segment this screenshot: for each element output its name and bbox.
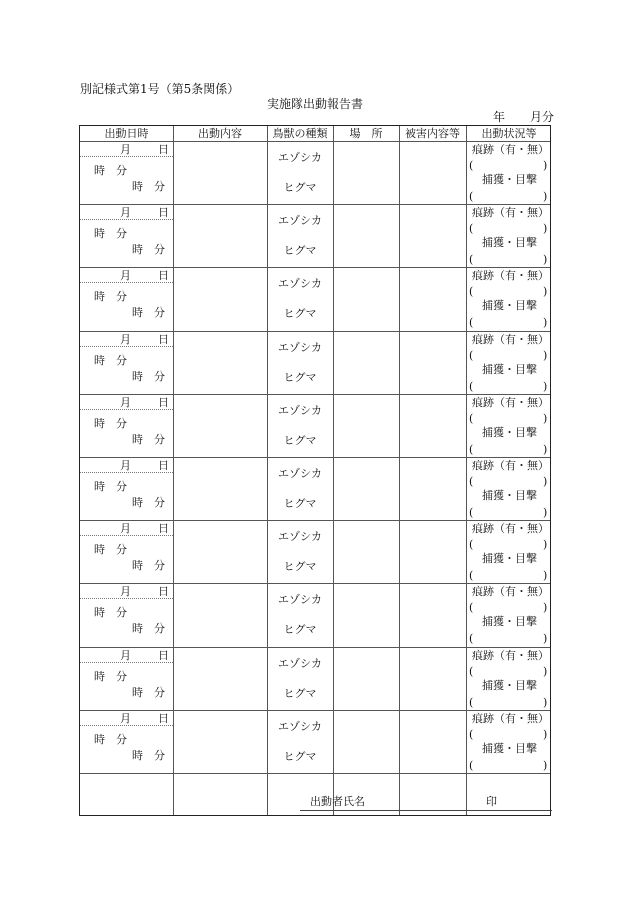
row-month: 月 (120, 585, 131, 599)
row-trace-status: 痕跡（有・無） (472, 395, 549, 409)
header-status: 出動状況等 (481, 127, 537, 140)
row-bracket-close: ) (543, 253, 548, 267)
row-capture-sighting: 捕獲・目撃 (482, 236, 537, 250)
row-end-time: 時 分 (132, 685, 165, 699)
date-time-divider (80, 282, 173, 283)
header-location: 場 所 (349, 127, 383, 140)
row-bracket-open: ( (469, 190, 474, 203)
table-row (80, 648, 550, 711)
row-species-ezoshika: エゾシカ (278, 593, 322, 607)
row-end-time: 時 分 (132, 622, 165, 636)
row-species-ezoshika: エゾシカ (278, 719, 322, 733)
row-bracket-close: ) (543, 285, 548, 299)
form-number-label: 別記様式第1号（第5条関係） (80, 82, 240, 96)
date-time-divider (80, 409, 173, 410)
row-trace-status: 痕跡（有・無） (472, 522, 549, 536)
row-start-time: 時 分 (94, 290, 127, 304)
date-month-label: 月分 (530, 110, 555, 124)
report-table (79, 125, 551, 816)
row-month: 月 (120, 395, 131, 409)
date-time-divider (80, 598, 173, 599)
row-species-higuma: ヒグマ (283, 497, 317, 510)
row-bracket-open: ( (469, 442, 474, 456)
row-bracket-close: ) (543, 379, 548, 393)
table-row (80, 205, 550, 268)
row-month: 月 (120, 648, 131, 662)
row-capture-sighting: 捕獲・目撃 (482, 552, 537, 566)
row-month: 月 (120, 206, 131, 220)
row-bracket-close: ) (543, 190, 548, 203)
row-trace-status: 痕跡（有・無） (472, 459, 549, 472)
row-month: 月 (120, 269, 131, 283)
row-species-ezoshika: エゾシカ (278, 403, 322, 417)
row-bracket-close: ) (543, 222, 548, 236)
row-bracket-close: ) (543, 758, 548, 772)
row-species-ezoshika: エゾシカ (278, 277, 322, 291)
row-divider (80, 773, 550, 774)
row-month: 月 (120, 522, 131, 536)
row-end-time: 時 分 (132, 180, 165, 193)
row-bracket-close: ) (543, 316, 548, 330)
header-datetime: 出動日時 (104, 127, 149, 140)
row-species-higuma: ヒグマ (283, 433, 317, 447)
row-start-time: 時 分 (94, 669, 127, 683)
row-species-ezoshika: エゾシカ (278, 340, 322, 354)
row-bracket-close: ) (543, 506, 548, 519)
row-bracket-close: ) (543, 664, 548, 678)
row-species-ezoshika: エゾシカ (278, 530, 322, 544)
table-row (80, 332, 550, 395)
row-species-higuma: ヒグマ (283, 686, 317, 700)
table-row (80, 268, 550, 331)
row-trace-status: 痕跡（有・無） (472, 143, 549, 156)
date-time-divider (80, 156, 173, 157)
row-species-higuma: ヒグマ (283, 560, 317, 574)
row-capture-sighting: 捕獲・目撃 (482, 678, 537, 692)
row-month: 月 (120, 332, 131, 346)
header-content: 出動内容 (198, 127, 242, 140)
row-capture-sighting: 捕獲・目撃 (482, 489, 537, 502)
signature-label: 出動者氏名 (310, 795, 365, 808)
row-day: 日 (158, 206, 169, 220)
row-day: 日 (158, 395, 169, 409)
row-species-higuma: ヒグマ (283, 623, 317, 637)
header-species: 鳥獣の種類 (272, 127, 328, 140)
row-species-higuma: ヒグマ (283, 244, 317, 258)
row-species-higuma: ヒグマ (283, 370, 317, 384)
row-day: 日 (158, 522, 169, 536)
row-bracket-open: ( (469, 569, 474, 583)
row-bracket-close: ) (543, 727, 548, 741)
row-trace-status: 痕跡（有・無） (472, 648, 549, 662)
row-start-time: 時 分 (94, 227, 127, 241)
row-trace-status: 痕跡（有・無） (472, 585, 549, 599)
date-year-label: 年 (493, 110, 506, 124)
row-capture-sighting: 捕獲・目撃 (482, 615, 537, 629)
row-bracket-close: ) (543, 632, 548, 646)
table-row (80, 458, 550, 521)
header-damage: 被害内容等 (405, 127, 460, 140)
table-row (80, 142, 550, 205)
date-time-divider (80, 472, 173, 473)
row-species-ezoshika: エゾシカ (278, 467, 322, 480)
date-time-divider (80, 535, 173, 536)
row-bracket-open: ( (469, 664, 474, 678)
row-species-higuma: ヒグマ (283, 307, 317, 321)
row-day: 日 (158, 332, 169, 346)
table-row (80, 711, 550, 774)
row-capture-sighting: 捕獲・目撃 (482, 299, 537, 313)
row-bracket-open: ( (469, 538, 474, 552)
row-day: 日 (158, 459, 169, 472)
signature-line (300, 810, 552, 811)
row-month: 月 (120, 711, 131, 725)
row-end-time: 時 分 (132, 306, 165, 320)
row-capture-sighting: 捕獲・目撃 (482, 425, 537, 439)
row-bracket-open: ( (469, 601, 474, 615)
row-day: 日 (158, 711, 169, 725)
row-bracket-open: ( (469, 348, 474, 362)
row-bracket-close: ) (543, 348, 548, 362)
date-time-divider (80, 219, 173, 220)
row-bracket-open: ( (469, 475, 474, 488)
row-month: 月 (120, 459, 131, 472)
row-bracket-open: ( (469, 632, 474, 646)
row-species-ezoshika: エゾシカ (278, 151, 322, 164)
row-bracket-open: ( (469, 758, 474, 772)
row-bracket-open: ( (469, 316, 474, 330)
row-bracket-open: ( (469, 695, 474, 709)
row-start-time: 時 分 (94, 732, 127, 746)
row-start-time: 時 分 (94, 164, 127, 177)
row-start-time: 時 分 (94, 416, 127, 430)
row-bracket-close: ) (543, 475, 548, 488)
row-start-time: 時 分 (94, 543, 127, 557)
row-start-time: 時 分 (94, 606, 127, 620)
row-bracket-close: ) (543, 695, 548, 709)
row-bracket-close: ) (543, 411, 548, 425)
row-day: 日 (158, 143, 169, 156)
row-bracket-open: ( (469, 379, 474, 393)
date-time-divider (80, 662, 173, 663)
row-capture-sighting: 捕獲・目撃 (482, 173, 537, 186)
row-bracket-close: ) (543, 442, 548, 456)
row-capture-sighting: 捕獲・目撃 (482, 741, 537, 755)
date-time-divider (80, 346, 173, 347)
table-row (80, 584, 550, 647)
row-end-time: 時 分 (132, 748, 165, 762)
row-trace-status: 痕跡（有・無） (472, 269, 549, 283)
row-bracket-close: ) (543, 159, 548, 172)
row-bracket-open: ( (469, 727, 474, 741)
seal-mark: 印 (486, 795, 497, 808)
row-end-time: 時 分 (132, 496, 165, 509)
row-bracket-close: ) (543, 569, 548, 583)
row-end-time: 時 分 (132, 369, 165, 383)
row-bracket-open: ( (469, 411, 474, 425)
table-row (80, 521, 550, 584)
row-bracket-open: ( (469, 253, 474, 267)
row-bracket-open: ( (469, 222, 474, 236)
row-trace-status: 痕跡（有・無） (472, 206, 549, 220)
row-bracket-open: ( (469, 285, 474, 299)
date-time-divider (80, 725, 173, 726)
row-day: 日 (158, 269, 169, 283)
row-bracket-close: ) (543, 538, 548, 552)
row-species-higuma: ヒグマ (283, 749, 317, 763)
row-day: 日 (158, 585, 169, 599)
row-trace-status: 痕跡（有・無） (472, 711, 549, 725)
row-capture-sighting: 捕獲・目撃 (482, 362, 537, 376)
row-species-higuma: ヒグマ (283, 181, 317, 194)
row-end-time: 時 分 (132, 559, 165, 573)
row-end-time: 時 分 (132, 432, 165, 446)
row-start-time: 時 分 (94, 480, 127, 493)
table-row (80, 395, 550, 458)
row-month: 月 (120, 143, 131, 156)
row-day: 日 (158, 648, 169, 662)
row-bracket-open: ( (469, 159, 474, 172)
document-title: 実施隊出動報告書 (266, 97, 363, 111)
row-bracket-open: ( (469, 506, 474, 519)
row-start-time: 時 分 (94, 353, 127, 367)
row-species-ezoshika: エゾシカ (278, 656, 322, 670)
row-trace-status: 痕跡（有・無） (472, 332, 549, 346)
row-end-time: 時 分 (132, 243, 165, 257)
row-species-ezoshika: エゾシカ (278, 214, 322, 228)
row-bracket-close: ) (543, 601, 548, 615)
